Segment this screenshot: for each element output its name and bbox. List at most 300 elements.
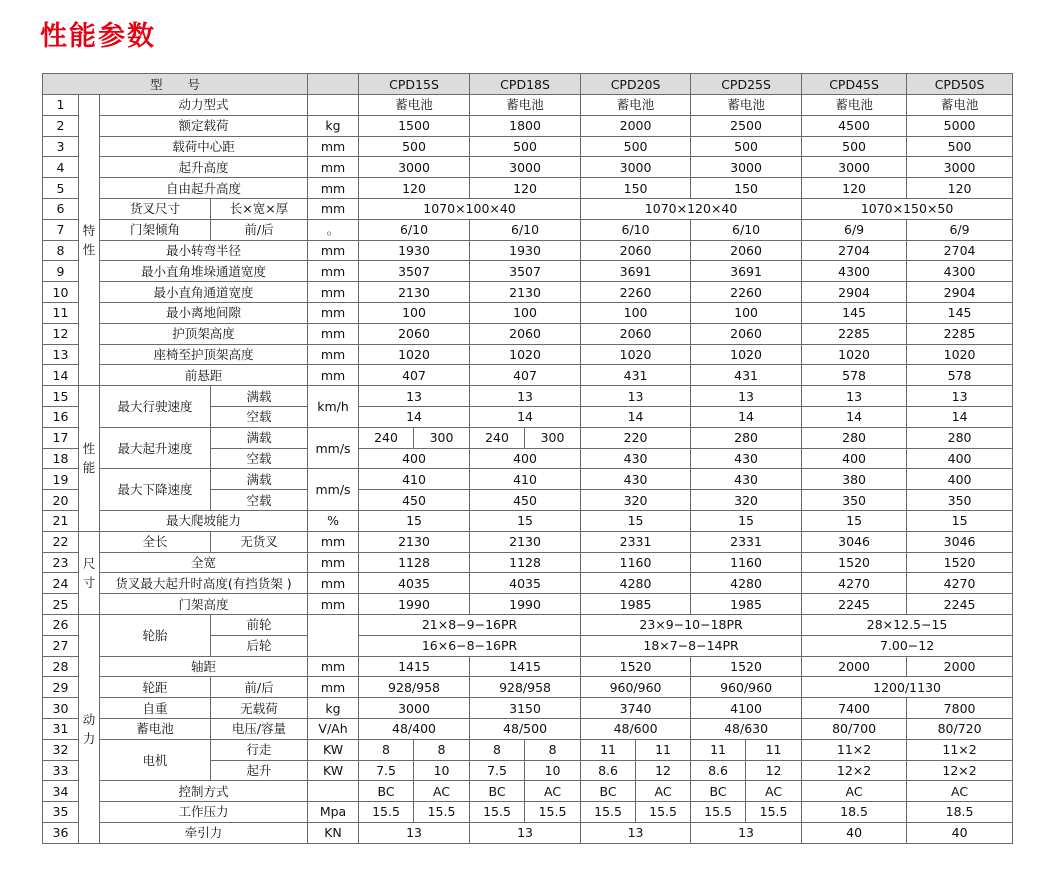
row-unit: km/h: [308, 386, 359, 428]
cell: 410: [359, 469, 470, 490]
cell: 1520: [581, 656, 691, 677]
cell: 100: [470, 302, 581, 323]
cell: BC: [581, 781, 636, 802]
row-unit: mm: [308, 302, 359, 323]
cell: 15: [691, 510, 802, 531]
cell: 蓄电池: [581, 95, 691, 116]
cell: 15.5: [581, 802, 636, 823]
row-number: 6: [43, 198, 79, 219]
row-number: 30: [43, 698, 79, 719]
cell: 2000: [802, 656, 907, 677]
row-unit: [308, 614, 359, 656]
row-label: 起升高度: [100, 157, 308, 178]
cell: 6/10: [581, 219, 691, 240]
cell: 14: [581, 406, 691, 427]
row-label: 货叉尺寸: [100, 198, 211, 219]
cell: BC: [470, 781, 525, 802]
row-number: 10: [43, 282, 79, 303]
cell: 15.5: [691, 802, 746, 823]
cell: 3000: [907, 157, 1013, 178]
row-number: 28: [43, 656, 79, 677]
category-label: 特 性: [82, 223, 96, 258]
cell: 1020: [359, 344, 470, 365]
row-label: 载荷中心距: [100, 136, 308, 157]
row-number: 33: [43, 760, 79, 781]
cell: 15.5: [359, 802, 414, 823]
table-row: [43, 822, 1013, 843]
header-model: CPD50S: [907, 74, 1013, 95]
row-label: 最小转弯半径: [100, 240, 308, 261]
cell: 430: [581, 448, 691, 469]
cell: 3000: [691, 157, 802, 178]
cell: 220: [581, 427, 691, 448]
cell: 蓄电池: [691, 95, 802, 116]
cell: 4500: [802, 115, 907, 136]
cell: 15.5: [470, 802, 525, 823]
row-number: 27: [43, 635, 79, 656]
cell: 1020: [470, 344, 581, 365]
table-row: [43, 198, 1013, 219]
cell: 430: [691, 448, 802, 469]
row-unit: mm: [308, 198, 359, 219]
cell: 2500: [691, 115, 802, 136]
cell: 300: [525, 427, 581, 448]
cell: 13: [907, 386, 1013, 407]
row-sublabel: 前/后: [211, 219, 308, 240]
header-model: CPD18S: [470, 74, 581, 95]
cell: 48/400: [359, 718, 470, 739]
cell: BC: [691, 781, 746, 802]
cell: 2060: [691, 240, 802, 261]
row-number: 36: [43, 822, 79, 843]
row-unit: mm: [308, 240, 359, 261]
row-unit: mm: [308, 157, 359, 178]
row-number: 20: [43, 490, 79, 511]
row-number: 34: [43, 781, 79, 802]
cell: 14: [802, 406, 907, 427]
cell: 21×8−9−16PR: [359, 614, 581, 635]
cell: 13: [359, 822, 470, 843]
cell: 2060: [359, 323, 470, 344]
cell: 320: [691, 490, 802, 511]
cell: 2245: [907, 594, 1013, 615]
cell: 407: [470, 365, 581, 386]
cell: 13: [470, 386, 581, 407]
cell: 2285: [907, 323, 1013, 344]
cell: 6/10: [691, 219, 802, 240]
table-row: [43, 552, 1013, 573]
cell: 7.5: [359, 760, 414, 781]
table-row: [43, 95, 1013, 116]
row-label: 最小离地间隙: [100, 302, 308, 323]
row-label: 最大起升速度: [100, 427, 211, 469]
row-unit: mm: [308, 531, 359, 552]
row-number: 8: [43, 240, 79, 261]
row-number: 23: [43, 552, 79, 573]
cell: 1200/1130: [802, 677, 1013, 698]
table-row: [43, 302, 1013, 323]
table-row: [43, 386, 1013, 407]
row-label: 电机: [100, 739, 211, 781]
table-row: [43, 178, 1013, 199]
cell: 10: [525, 760, 581, 781]
cell: 14: [359, 406, 470, 427]
row-unit: kg: [308, 698, 359, 719]
cell: 500: [802, 136, 907, 157]
cell: 1520: [907, 552, 1013, 573]
row-number: 24: [43, 573, 79, 594]
table-row: [43, 656, 1013, 677]
cell: 15: [907, 510, 1013, 531]
category-performance: [79, 386, 100, 532]
cell: 3000: [359, 157, 470, 178]
row-unit: %: [308, 510, 359, 531]
cell: 3000: [470, 157, 581, 178]
row-unit: mm: [308, 552, 359, 573]
cell: 2285: [802, 323, 907, 344]
row-label: 额定载荷: [100, 115, 308, 136]
cell: 100: [359, 302, 470, 323]
cell: 280: [691, 427, 802, 448]
cell: 3691: [581, 261, 691, 282]
row-number: 19: [43, 469, 79, 490]
cell: 40: [907, 822, 1013, 843]
header-model: CPD25S: [691, 74, 802, 95]
row-number: 16: [43, 406, 79, 427]
row-unit: mm: [308, 344, 359, 365]
category-dimensions: [79, 531, 100, 614]
row-label: 动力型式: [100, 95, 308, 116]
cell: 3150: [470, 698, 581, 719]
row-label: 牵引力: [100, 822, 308, 843]
cell: 928/958: [359, 677, 470, 698]
cell: 48/600: [581, 718, 691, 739]
cell: 407: [359, 365, 470, 386]
row-sublabel: 长×宽×厚: [211, 198, 308, 219]
cell: 2704: [907, 240, 1013, 261]
cell: 960/960: [581, 677, 691, 698]
cell: 2060: [581, 323, 691, 344]
cell: 3691: [691, 261, 802, 282]
cell: 7.5: [470, 760, 525, 781]
cell: 8: [525, 739, 581, 760]
row-unit: mm: [308, 136, 359, 157]
cell: 12: [746, 760, 802, 781]
cell: 7800: [907, 698, 1013, 719]
cell: 350: [802, 490, 907, 511]
cell: 1070×100×40: [359, 198, 581, 219]
row-unit: mm: [308, 656, 359, 677]
cell: 1020: [802, 344, 907, 365]
cell: AC: [746, 781, 802, 802]
cell: 13: [691, 386, 802, 407]
cell: 4100: [691, 698, 802, 719]
cell: 2704: [802, 240, 907, 261]
cell: 3046: [907, 531, 1013, 552]
cell: 8: [414, 739, 470, 760]
cell: AC: [525, 781, 581, 802]
cell: 100: [691, 302, 802, 323]
cell: 蓄电池: [802, 95, 907, 116]
cell: 120: [470, 178, 581, 199]
cell: 1520: [691, 656, 802, 677]
row-unit: V/Ah: [308, 718, 359, 739]
cell: 1985: [581, 594, 691, 615]
cell: 1070×150×50: [802, 198, 1013, 219]
row-label: 轮胎: [100, 614, 211, 656]
row-label: 最大下降速度: [100, 469, 211, 511]
row-sublabel: 前/后: [211, 677, 308, 698]
row-number: 12: [43, 323, 79, 344]
table-row: [43, 219, 1013, 240]
cell: 1128: [359, 552, 470, 573]
cell: 11: [691, 739, 746, 760]
row-label: 座椅至护顶架高度: [100, 344, 308, 365]
cell: 2060: [470, 323, 581, 344]
cell: 15.5: [746, 802, 802, 823]
cell: 蓄电池: [470, 95, 581, 116]
row-number: 32: [43, 739, 79, 760]
cell: 14: [907, 406, 1013, 427]
cell: 2130: [359, 282, 470, 303]
row-number: 21: [43, 510, 79, 531]
cell: 1160: [581, 552, 691, 573]
cell: 400: [802, 448, 907, 469]
cell: 14: [691, 406, 802, 427]
table-row: [43, 510, 1013, 531]
cell: 2000: [907, 656, 1013, 677]
cell: 3740: [581, 698, 691, 719]
table-row: [43, 614, 1013, 635]
cell: 578: [802, 365, 907, 386]
cell: AC: [907, 781, 1013, 802]
page-title: 性能参数: [40, 21, 156, 52]
cell: 500: [470, 136, 581, 157]
cell: 1800: [470, 115, 581, 136]
cell: 4280: [691, 573, 802, 594]
cell: 13: [359, 386, 470, 407]
cell: 1020: [907, 344, 1013, 365]
cell: 380: [802, 469, 907, 490]
row-number: 35: [43, 802, 79, 823]
cell: 2331: [691, 531, 802, 552]
cell: 48/630: [691, 718, 802, 739]
cell: 1415: [359, 656, 470, 677]
cell: 1415: [470, 656, 581, 677]
row-label: 门架倾角: [100, 219, 211, 240]
cell: 150: [581, 178, 691, 199]
cell: 6/10: [470, 219, 581, 240]
cell: 400: [359, 448, 470, 469]
table-row: [43, 136, 1013, 157]
cell: 430: [691, 469, 802, 490]
cell: 1500: [359, 115, 470, 136]
table-row: [43, 365, 1013, 386]
cell: 1990: [470, 594, 581, 615]
cell: 431: [581, 365, 691, 386]
row-number: 5: [43, 178, 79, 199]
cell: 11: [746, 739, 802, 760]
category-power: [79, 614, 100, 843]
cell: 960/960: [691, 677, 802, 698]
row-sublabel: 电压/容量: [211, 718, 308, 739]
row-label: 自重: [100, 698, 211, 719]
row-label: 轮距: [100, 677, 211, 698]
cell: 320: [581, 490, 691, 511]
row-number: 17: [43, 427, 79, 448]
cell: 500: [581, 136, 691, 157]
cell: 12×2: [802, 760, 907, 781]
cell: 450: [359, 490, 470, 511]
row-label: 自由起升高度: [100, 178, 308, 199]
cell: 3000: [359, 698, 470, 719]
row-unit: 。: [308, 219, 359, 240]
cell: 2130: [470, 531, 581, 552]
cell: 6/9: [907, 219, 1013, 240]
row-label: 工作压力: [100, 802, 308, 823]
row-label: 全长: [100, 531, 211, 552]
row-sublabel: 起升: [211, 760, 308, 781]
cell: 18×7−8−14PR: [581, 635, 802, 656]
cell: 1930: [359, 240, 470, 261]
cell: 7400: [802, 698, 907, 719]
cell: 1070×120×40: [581, 198, 802, 219]
cell: 6/10: [359, 219, 470, 240]
cell: 4270: [802, 573, 907, 594]
row-label: 最大行驶速度: [100, 386, 211, 428]
row-label: 最小直角通道宽度: [100, 282, 308, 303]
row-unit: [308, 781, 359, 802]
cell: 11×2: [802, 739, 907, 760]
row-sublabel: 无载荷: [211, 698, 308, 719]
row-unit: mm/s: [308, 427, 359, 469]
table-row: [43, 469, 1013, 490]
header-model-label: 型 号: [43, 74, 308, 95]
cell: 280: [802, 427, 907, 448]
row-number: 31: [43, 718, 79, 739]
cell: 1128: [470, 552, 581, 573]
table-row: [43, 573, 1013, 594]
row-unit: KN: [308, 822, 359, 843]
cell: 3507: [470, 261, 581, 282]
cell: 15.5: [525, 802, 581, 823]
cell: 4270: [907, 573, 1013, 594]
cell: 280: [907, 427, 1013, 448]
row-label: 前悬距: [100, 365, 308, 386]
table-row: [43, 781, 1013, 802]
row-unit: mm: [308, 573, 359, 594]
cell: 15: [470, 510, 581, 531]
row-unit: mm: [308, 365, 359, 386]
row-number: 2: [43, 115, 79, 136]
cell: 15: [359, 510, 470, 531]
row-number: 29: [43, 677, 79, 698]
cell: 3507: [359, 261, 470, 282]
row-number: 26: [43, 614, 79, 635]
cell: 7.00−12: [802, 635, 1013, 656]
cell: 578: [907, 365, 1013, 386]
table-row: [43, 531, 1013, 552]
row-label: 护顶架高度: [100, 323, 308, 344]
cell: 350: [907, 490, 1013, 511]
cell: 11: [636, 739, 691, 760]
table-row: [43, 115, 1013, 136]
cell: 80/700: [802, 718, 907, 739]
table-row: [43, 677, 1013, 698]
cell: 1020: [581, 344, 691, 365]
cell: 500: [359, 136, 470, 157]
row-unit: KW: [308, 739, 359, 760]
cell: 145: [907, 302, 1013, 323]
row-sublabel: 前轮: [211, 614, 308, 635]
row-number: 4: [43, 157, 79, 178]
row-unit: mm: [308, 323, 359, 344]
row-unit: mm/s: [308, 469, 359, 511]
cell: 1020: [691, 344, 802, 365]
cell: 3000: [581, 157, 691, 178]
row-number: 25: [43, 594, 79, 615]
cell: 2130: [359, 531, 470, 552]
cell: 1520: [802, 552, 907, 573]
cell: 500: [691, 136, 802, 157]
row-sublabel: 满载: [211, 386, 308, 407]
cell: 4300: [907, 261, 1013, 282]
cell: 3000: [802, 157, 907, 178]
cell: 400: [907, 469, 1013, 490]
row-label: 蓄电池: [100, 718, 211, 739]
row-sublabel: 满载: [211, 469, 308, 490]
table-row: [43, 157, 1013, 178]
table-row: [43, 282, 1013, 303]
row-unit: Mpa: [308, 802, 359, 823]
row-number: 22: [43, 531, 79, 552]
table-row: [43, 802, 1013, 823]
row-unit: mm: [308, 261, 359, 282]
cell: 16×6−8−16PR: [359, 635, 581, 656]
cell: 2904: [802, 282, 907, 303]
cell: 240: [359, 427, 414, 448]
row-number: 9: [43, 261, 79, 282]
row-sublabel: 空载: [211, 490, 308, 511]
cell: 13: [581, 386, 691, 407]
cell: 410: [470, 469, 581, 490]
table-row: [43, 323, 1013, 344]
cell: 4035: [470, 573, 581, 594]
row-sublabel: 满载: [211, 427, 308, 448]
cell: 11×2: [907, 739, 1013, 760]
cell: 13: [581, 822, 691, 843]
cell: 240: [470, 427, 525, 448]
cell: 1990: [359, 594, 470, 615]
header-model: CPD20S: [581, 74, 691, 95]
category-characteristics: [79, 95, 100, 386]
cell: 8: [470, 739, 525, 760]
cell: 蓄电池: [359, 95, 470, 116]
cell: 150: [691, 178, 802, 199]
table-row: [43, 427, 1013, 448]
table-row: [43, 698, 1013, 719]
row-number: 7: [43, 219, 79, 240]
cell: 18.5: [802, 802, 907, 823]
cell: 40: [802, 822, 907, 843]
row-number: 1: [43, 95, 79, 116]
cell: 2000: [581, 115, 691, 136]
row-label: 最大爬坡能力: [100, 510, 308, 531]
row-unit: kg: [308, 115, 359, 136]
row-number: 15: [43, 386, 79, 407]
table-row: [43, 718, 1013, 739]
cell: 13: [470, 822, 581, 843]
